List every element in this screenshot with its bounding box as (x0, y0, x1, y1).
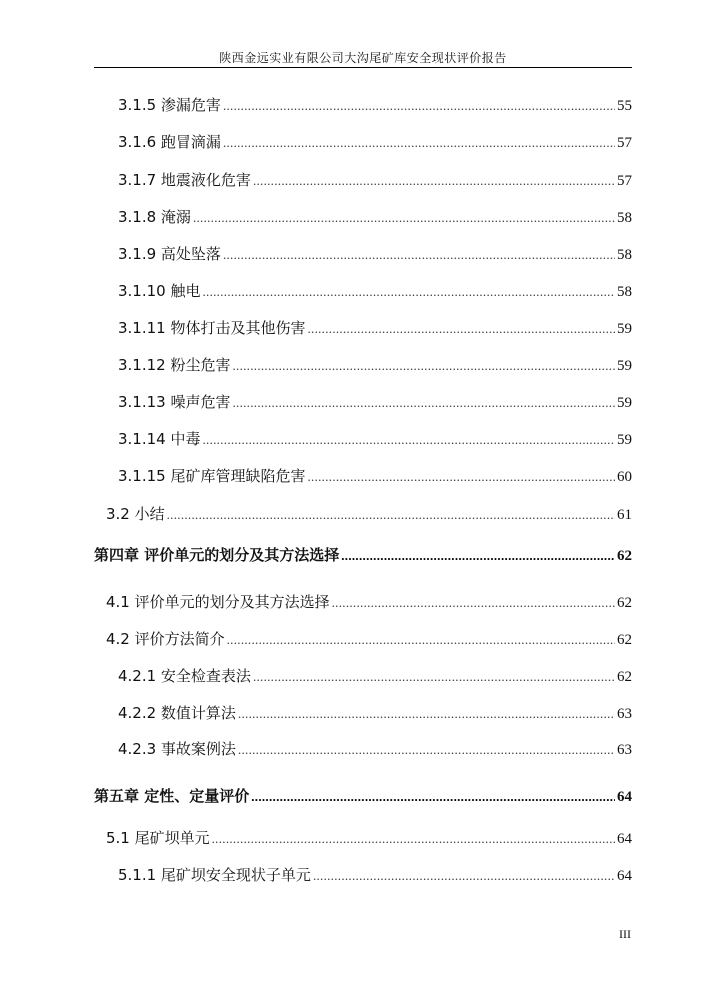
toc-entry[interactable] (118, 280, 632, 300)
toc-entry-label: 3.1.12 粉尘危害 (118, 356, 231, 374)
toc-entry-label: 5.1 尾矿坝单元 (106, 829, 210, 847)
toc-entry-label: 5.1.1 尾矿坝安全现状子单元 (118, 866, 311, 884)
toc-entry[interactable] (118, 428, 632, 448)
toc-entry-label: 3.1.14 中毒 (118, 430, 201, 448)
toc-entry-label: 4.2.3 事故案例法 (118, 740, 236, 758)
toc-leader-dots (212, 831, 615, 847)
toc-leader-dots (202, 284, 615, 300)
toc-page-number: 60 (617, 469, 632, 485)
toc-entry-label: 4.1 评价单元的划分及其方法选择 (106, 593, 330, 611)
toc-leader-dots (332, 595, 615, 611)
toc-entry-label: 3.1.5 渗漏危害 (118, 96, 221, 114)
toc-entry-label: 4.2 评价方法简介 (106, 630, 225, 648)
toc-page-number: 59 (617, 321, 632, 337)
header-rule (94, 67, 632, 68)
toc-entry-label: 3.1.9 高处坠落 (118, 245, 221, 263)
toc-page-number: 58 (617, 284, 632, 300)
toc-entry[interactable] (118, 131, 632, 151)
toc-leader-dots (307, 321, 615, 337)
toc-entry-label: 4.2.1 安全检查表法 (118, 667, 251, 685)
toc-entry-label: 第五章 定性、定量评价 (94, 787, 250, 805)
toc-entry-label: 3.1.10 触电 (118, 282, 201, 300)
toc-leader-dots (193, 210, 615, 226)
toc-page-number: 62 (617, 595, 632, 611)
toc-entry[interactable] (118, 169, 632, 189)
toc-page-number: 61 (617, 507, 632, 523)
toc-entry[interactable] (118, 354, 632, 374)
toc-chapter-entry[interactable] (94, 785, 632, 805)
toc-entry[interactable] (118, 206, 632, 226)
toc-leader-dots (223, 98, 615, 114)
toc-page-number: 63 (617, 742, 632, 758)
toc-entry[interactable] (118, 391, 632, 411)
toc-page-number: 58 (617, 210, 632, 226)
toc-entry[interactable] (118, 702, 632, 722)
toc-entry[interactable] (106, 503, 632, 523)
toc-page-number: 57 (617, 135, 632, 151)
page-number: III (619, 927, 631, 941)
toc-page-number: 58 (617, 247, 632, 263)
toc-leader-dots (253, 669, 615, 685)
toc-leader-dots (251, 789, 615, 805)
toc-leader-dots (307, 469, 615, 485)
toc-leader-dots (227, 632, 615, 648)
toc-entry[interactable] (118, 317, 632, 337)
toc-leader-dots (232, 358, 615, 374)
toc-leader-dots (202, 432, 615, 448)
toc-entry[interactable] (106, 591, 632, 611)
toc-page-number: 62 (617, 548, 632, 564)
toc-leader-dots (238, 742, 615, 758)
toc-entry[interactable] (118, 465, 632, 485)
toc-entry[interactable] (118, 738, 632, 758)
toc-page-number: 62 (617, 669, 632, 685)
toc-entry[interactable] (106, 628, 632, 648)
toc-page-number: 59 (617, 358, 632, 374)
toc-chapter-entry[interactable] (94, 544, 632, 564)
toc-leader-dots (313, 868, 615, 884)
toc-entry-label: 4.2.2 数值计算法 (118, 704, 236, 722)
toc-leader-dots (253, 173, 615, 189)
toc-entry[interactable] (106, 827, 632, 847)
toc-leader-dots (167, 507, 615, 523)
toc-entry[interactable] (118, 864, 632, 884)
toc-entry[interactable] (118, 94, 632, 114)
toc-leader-dots (238, 706, 615, 722)
toc-entry-label: 3.1.6 跑冒滴漏 (118, 133, 221, 151)
toc-page-number: 57 (617, 173, 632, 189)
toc-leader-dots (223, 247, 615, 263)
toc-entry-label: 3.1.13 噪声危害 (118, 393, 231, 411)
toc-entry-label: 3.1.7 地震液化危害 (118, 171, 251, 189)
toc-entry-label: 3.1.11 物体打击及其他伤害 (118, 319, 306, 337)
running-header: 陕西金远实业有限公司大沟尾矿库安全现状评价报告 (219, 51, 507, 65)
toc-page-number: 62 (617, 632, 632, 648)
toc-entry[interactable] (118, 665, 632, 685)
toc-page-number: 64 (617, 831, 632, 847)
toc-page-number: 59 (617, 432, 632, 448)
toc-page-number: 63 (617, 706, 632, 722)
toc-leader-dots (223, 135, 615, 151)
toc-entry-label: 3.1.15 尾矿库管理缺陷危害 (118, 467, 306, 485)
toc-page-number: 55 (617, 98, 632, 114)
toc-entry-label: 3.1.8 淹溺 (118, 208, 191, 226)
toc-page-number: 59 (617, 395, 632, 411)
toc-leader-dots (341, 548, 615, 564)
toc-page-number: 64 (617, 868, 632, 884)
toc-page-number: 64 (617, 789, 632, 805)
toc-leader-dots (232, 395, 615, 411)
toc-entry-label: 3.2 小结 (106, 505, 165, 523)
toc-entry[interactable] (118, 243, 632, 263)
toc-entry-label: 第四章 评价单元的划分及其方法选择 (94, 546, 340, 564)
